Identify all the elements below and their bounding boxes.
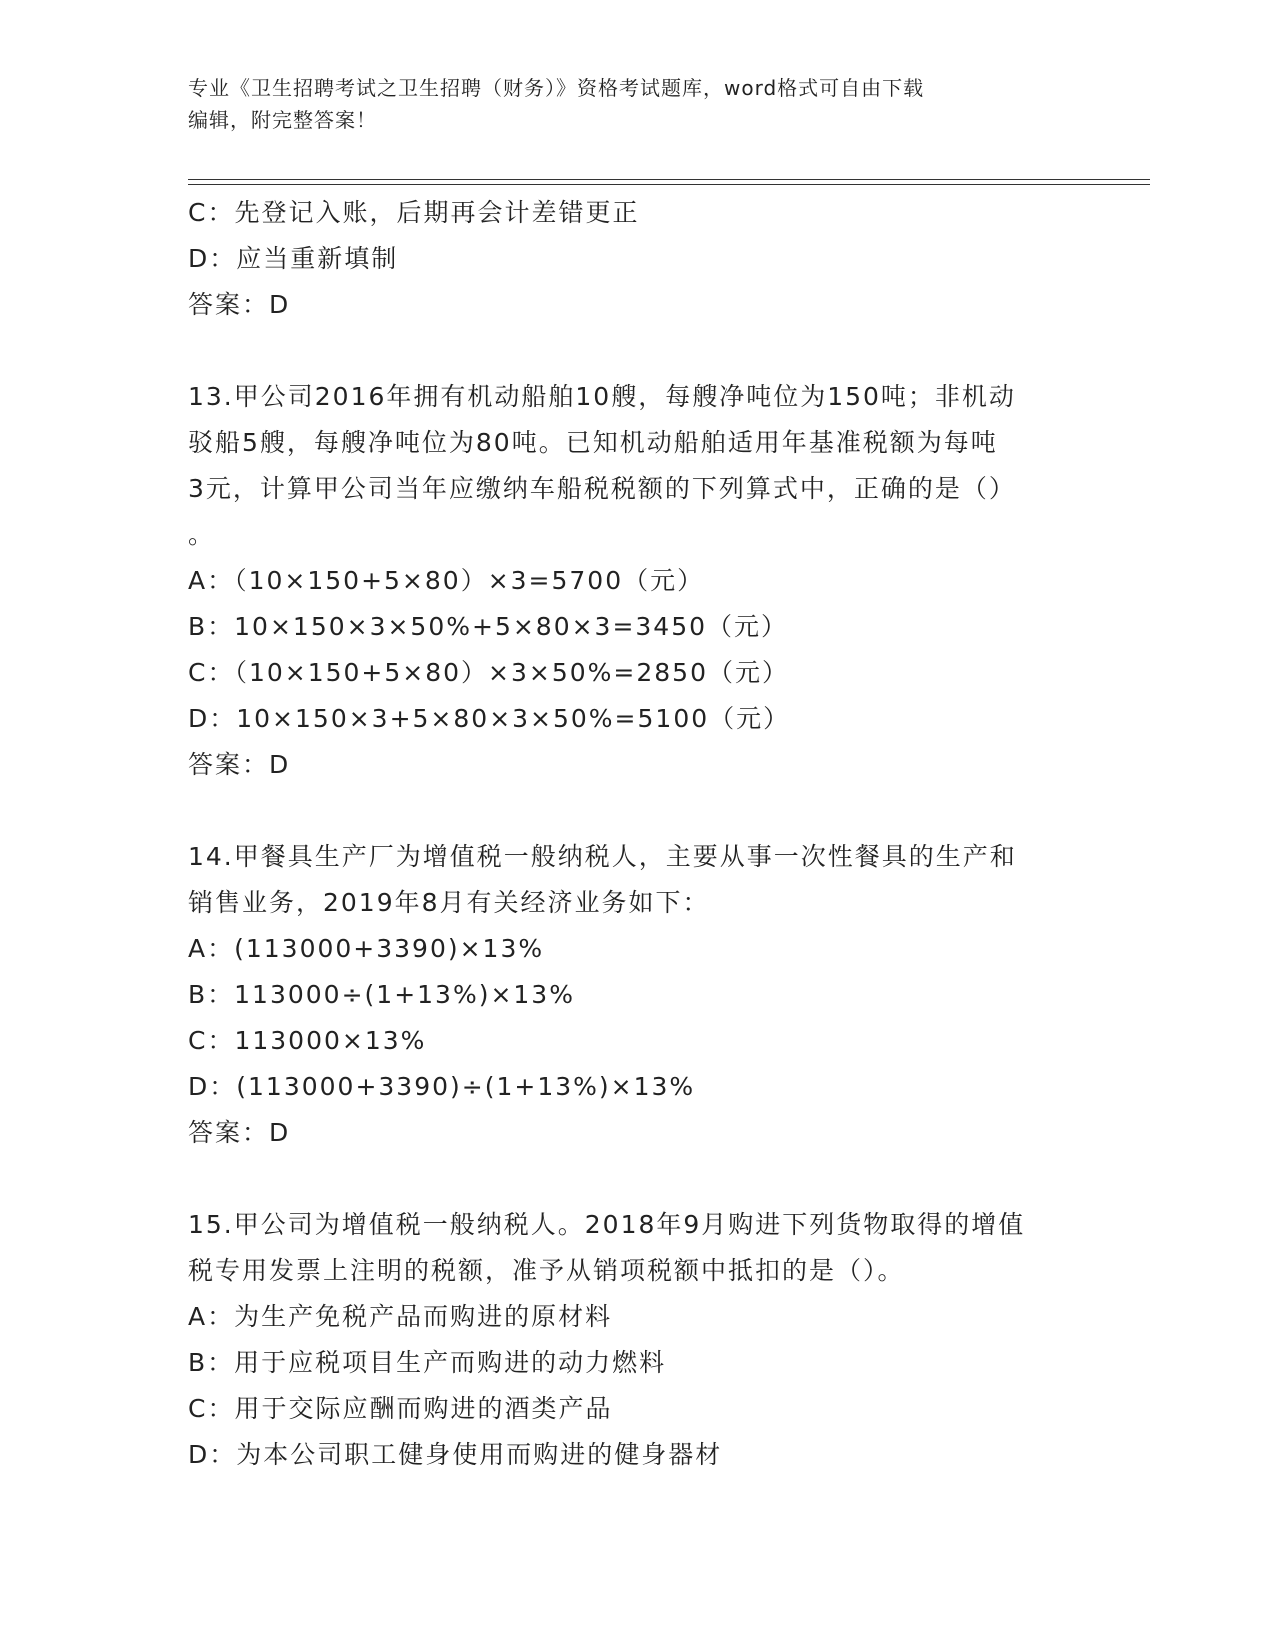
header-divider-bottom xyxy=(188,184,1150,185)
option-b: B：10×150×3×50%+5×80×3=3450（元） xyxy=(188,612,789,641)
option-d: D：应当重新填制 xyxy=(188,244,399,273)
option-d: D：10×150×3+5×80×3×50%=5100（元） xyxy=(188,704,791,733)
question-stem-line: 销售业务，2019年8月有关经济业务如下： xyxy=(188,888,710,917)
answer: 答案：D xyxy=(188,1118,291,1147)
question-12-tail xyxy=(188,190,1088,328)
option-b: B：113000÷(1+13%)×13% xyxy=(188,980,575,1009)
header-line-2: 编辑，附完整答案！ xyxy=(188,108,377,132)
page-header xyxy=(188,72,1088,136)
question-13 xyxy=(188,374,1088,788)
option-d: D：(113000+3390)÷(1+13%)×13% xyxy=(188,1072,696,1101)
option-b: B：用于应税项目生产而购进的动力燃料 xyxy=(188,1348,667,1377)
option-c: C：113000×13% xyxy=(188,1026,427,1055)
question-stem-line: 14.甲餐具生产厂为增值税一般纳税人，主要从事一次性餐具的生产和 xyxy=(188,842,1017,871)
header-divider-top xyxy=(188,179,1150,180)
question-stem-line: 3元，计算甲公司当年应缴纳车船税税额的下列算式中，正确的是（） xyxy=(188,474,1016,503)
option-c: C：先登记入账，后期再会计差错更正 xyxy=(188,198,640,227)
question-stem-line: 15.甲公司为增值税一般纳税人。2018年9月购进下列货物取得的增值 xyxy=(188,1210,1026,1239)
question-stem-line: 。 xyxy=(188,520,216,549)
question-14 xyxy=(188,834,1088,1156)
header-line-1: 专业《卫生招聘考试之卫生招聘（财务）》资格考试题库，word格式可自由下载 xyxy=(188,76,925,100)
question-stem-line: 13.甲公司2016年拥有机动船舶10艘，每艘净吨位为150吨；非机动 xyxy=(188,382,1016,411)
question-stem-line: 税专用发票上注明的税额，准予从销项税额中抵扣的是（）。 xyxy=(188,1256,905,1285)
option-a: A：(113000+3390)×13% xyxy=(188,934,545,963)
spacer xyxy=(188,1156,1088,1202)
spacer xyxy=(188,788,1088,834)
option-d: D：为本公司职工健身使用而购进的健身器材 xyxy=(188,1440,723,1469)
option-c: C：用于交际应酬而购进的酒类产品 xyxy=(188,1394,613,1423)
question-content xyxy=(188,190,1088,1478)
option-a: A：为生产免税产品而购进的原材料 xyxy=(188,1302,613,1331)
question-15 xyxy=(188,1202,1088,1478)
answer: 答案：D xyxy=(188,290,291,319)
question-stem-line: 驳船5艘，每艘净吨位为80吨。已知机动船舶适用年基准税额为每吨 xyxy=(188,428,998,457)
option-a: A：（10×150+5×80）×3=5700（元） xyxy=(188,566,705,595)
answer: 答案：D xyxy=(188,750,291,779)
spacer xyxy=(188,328,1088,374)
option-c: C：（10×150+5×80）×3×50%=2850（元） xyxy=(188,658,789,687)
